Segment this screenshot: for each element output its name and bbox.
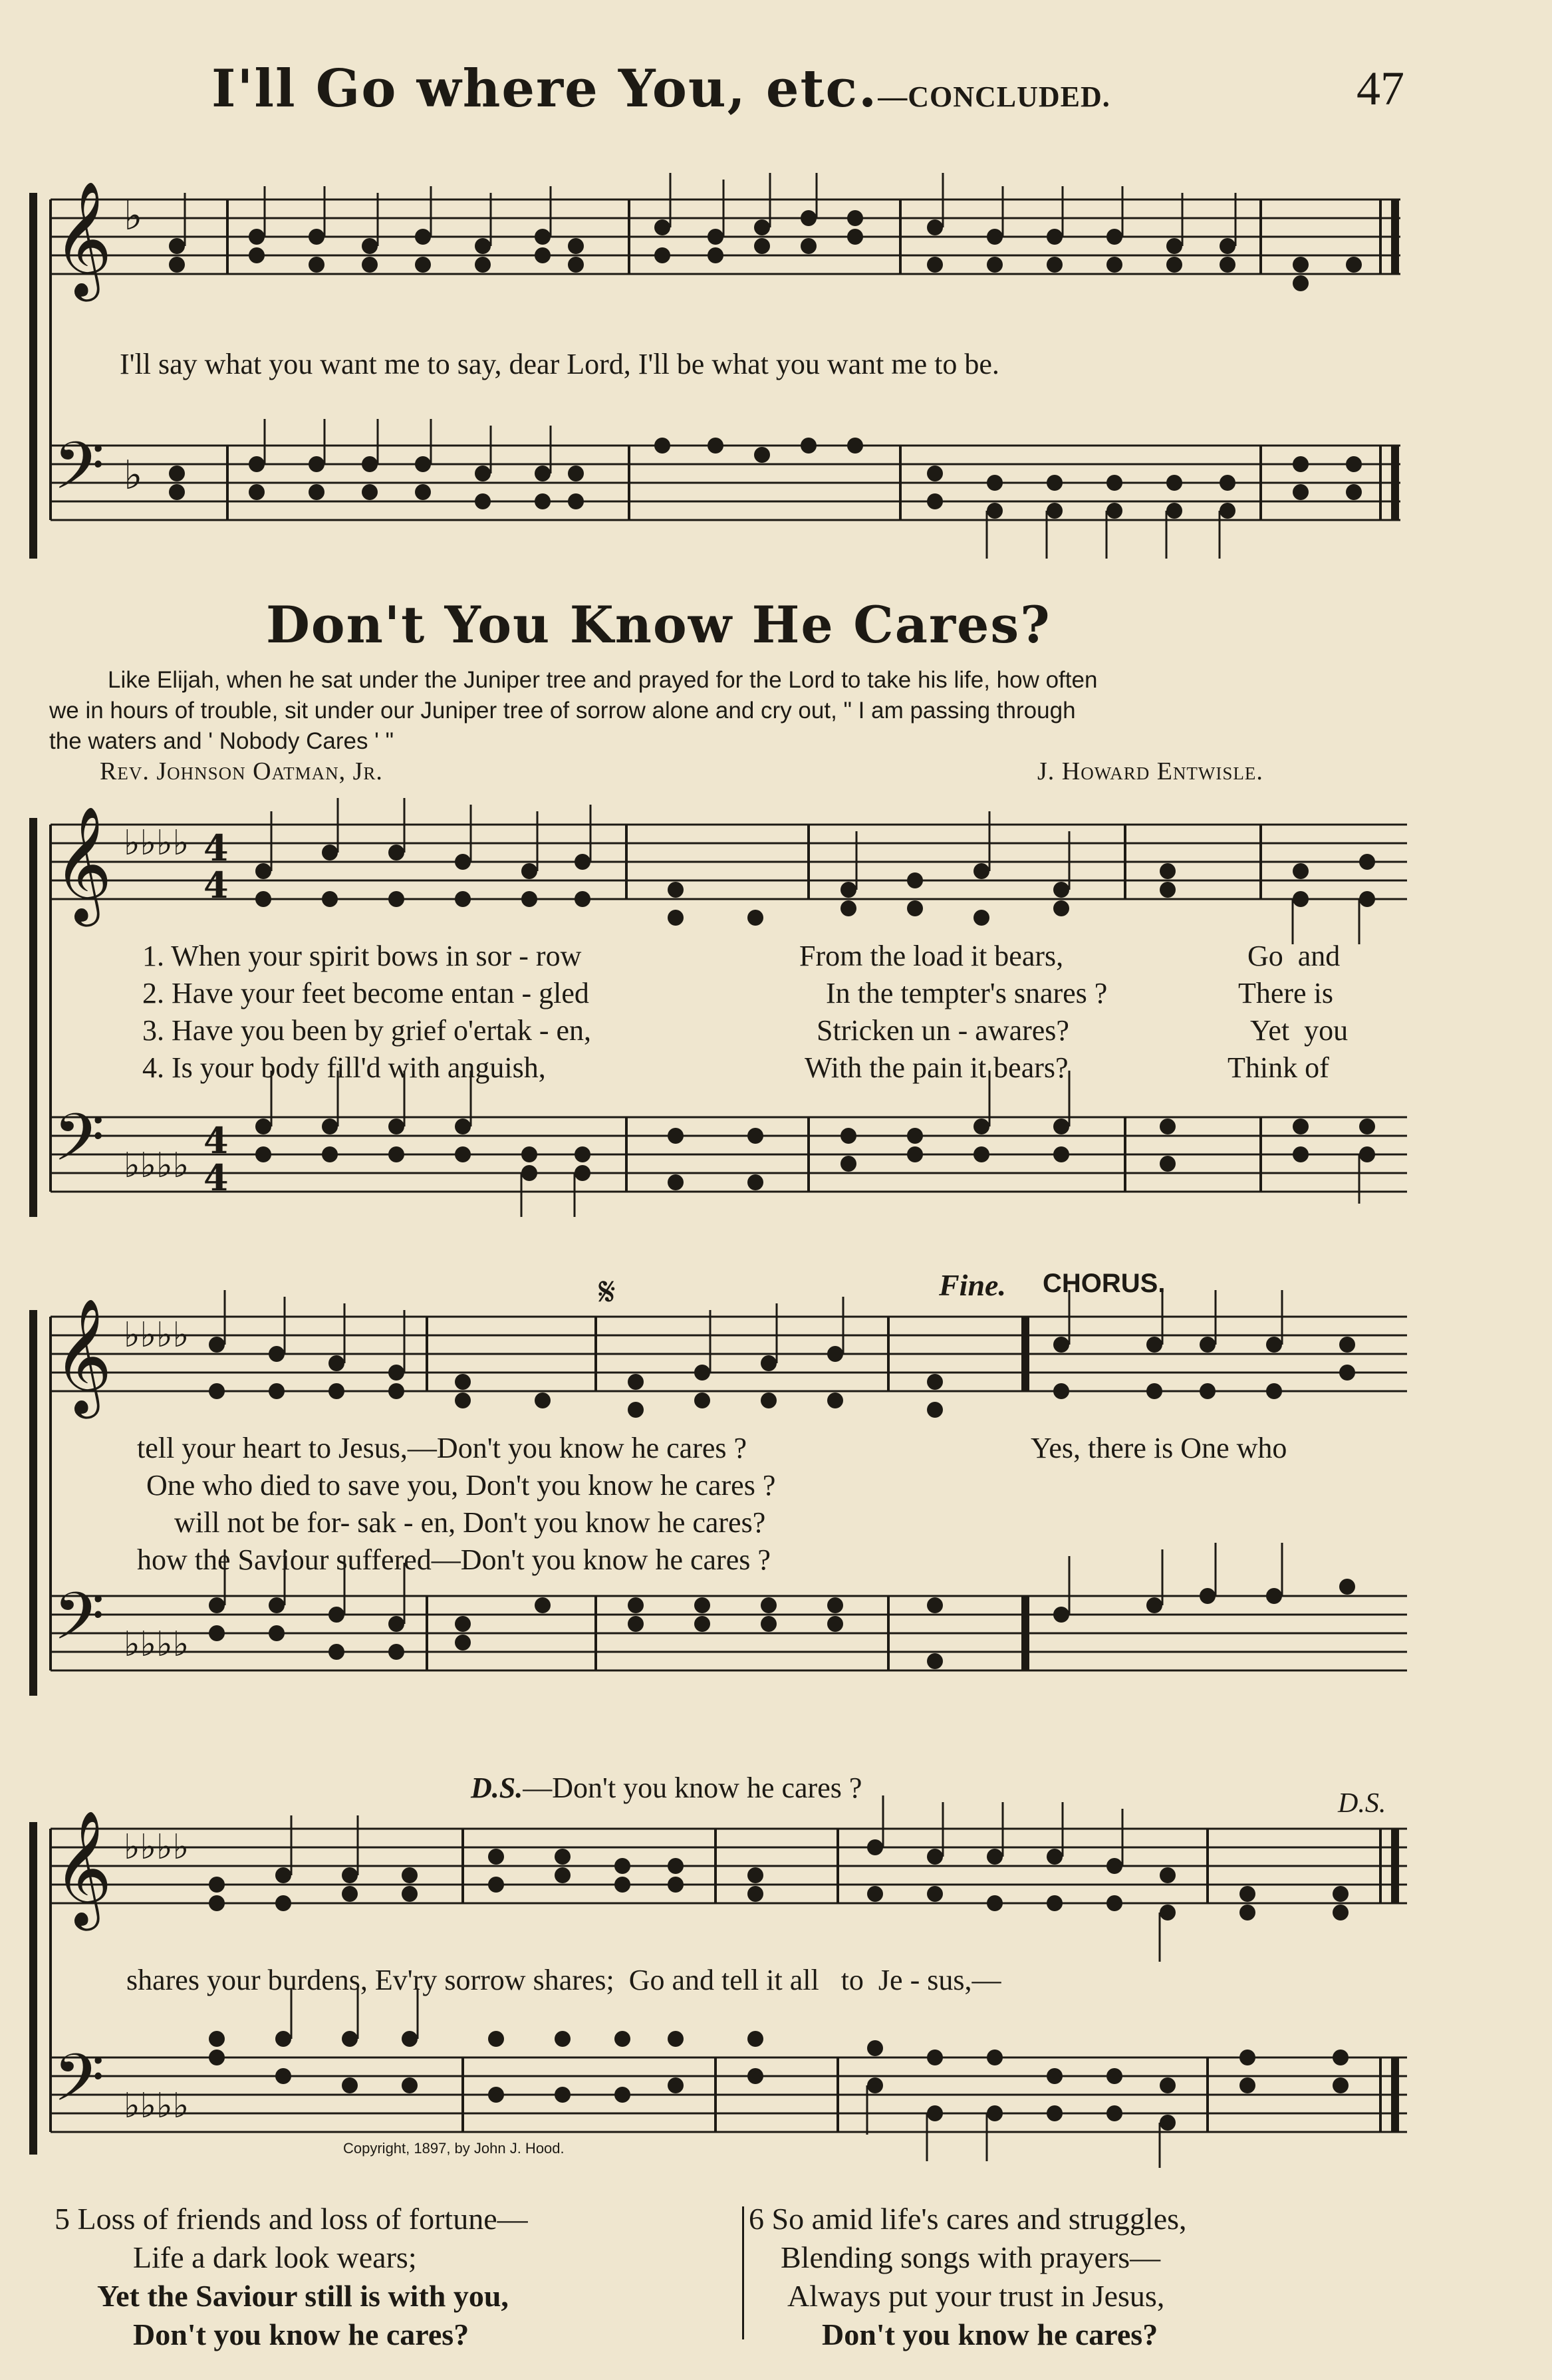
stanza-5-line-4: Don't you know he cares?	[133, 2317, 469, 2351]
song2-title: Don't You Know He Cares?	[266, 595, 1051, 654]
concluded-label: —CONCLUDED.	[878, 80, 1110, 113]
verse-2-line-b: In the tempter's snares ?	[826, 977, 1108, 1009]
svg-text:♭♭♭♭: ♭♭♭♭	[124, 823, 190, 863]
stanza-6-line-1: 6 So amid life's cares and struggles,	[749, 2202, 1187, 2236]
stanza-6	[749, 2200, 1187, 2354]
svg-text:𝄢: 𝄢	[53, 1100, 105, 1192]
verse-2-line-a: 2. Have your feet become entan - gled	[142, 977, 589, 1009]
verse-3-line-a: 3. Have you been by grief o'ertak - en,	[142, 1014, 591, 1047]
svg-text:𝄞: 𝄞	[53, 806, 112, 922]
svg-text:𝄞: 𝄞	[53, 181, 112, 297]
verse-4-line-b: With the pain it bears?	[805, 1051, 1069, 1084]
verse-4-line-d: how the Saviour suffered—Don't you know he cares ?	[137, 1543, 771, 1576]
verse-4-line-a: 4. Is your body fill'd with anguish,	[142, 1051, 546, 1084]
stanza-6-line-4: Don't you know he cares?	[822, 2317, 1158, 2351]
svg-text:4: 4	[203, 1156, 229, 1199]
svg-text:𝄢: 𝄢	[53, 1579, 105, 1671]
svg-text:𝄞: 𝄞	[53, 1298, 112, 1414]
svg-text:𝄢: 𝄢	[53, 428, 105, 521]
song1-lyric-line: I'll say what you want me to say, dear Lord, I'll be what you want me to be.	[120, 348, 999, 380]
stanza-6-line-3: Always put your trust in Jesus,	[787, 2279, 1165, 2313]
stanza-6-line-2: Blending songs with prayers—	[781, 2240, 1161, 2274]
staff-graphic	[24, 791, 1420, 1230]
verse-3-line-d: will not be for- sak - en, Don't you know he cares?	[174, 1506, 766, 1539]
song2-intro	[49, 665, 1439, 757]
svg-text:4: 4	[203, 864, 229, 906]
svg-text:4: 4	[203, 827, 229, 869]
segno-mark: 𝄋	[598, 1269, 616, 1315]
svg-text:♭: ♭	[124, 452, 143, 499]
verse-1-line-a: 1. When your spirit bows in sor - row	[142, 940, 582, 972]
fine-label: Fine.	[939, 1268, 1006, 1302]
chorus-line: shares your burdens, Ev'ry sorrow shares; Go and tell it all to Je - sus,—	[126, 1964, 1001, 1996]
music-system-2	[24, 791, 1420, 1230]
svg-text:𝄞: 𝄞	[53, 1810, 112, 1926]
verse-1-line-d: tell your heart to Jesus,—Don't you know he cares ?	[137, 1432, 747, 1464]
intro-line-3: the waters and ' Nobody Cares ' "	[49, 728, 394, 754]
svg-text:♭♭♭♭: ♭♭♭♭	[124, 1625, 190, 1664]
column-divider	[742, 2206, 744, 2339]
stanza-5-line-3: Yet the Saviour still is with you,	[97, 2279, 509, 2313]
chorus-label: CHORUS.	[1043, 1269, 1166, 1298]
svg-text:♭♭♭♭: ♭♭♭♭	[124, 1146, 190, 1186]
verse-3-line-c: Yet you	[1250, 1014, 1349, 1047]
ds-mark: D.S.	[1338, 1788, 1386, 1819]
intro-line-1: Like Elijah, when he sat under the Juniper tree and prayed for the Lord to take his life, how often	[108, 667, 1098, 693]
verse-1-line-c: Go and	[1247, 940, 1341, 972]
verse-2-line-c: There is	[1238, 977, 1333, 1009]
svg-text:♭♭♭♭: ♭♭♭♭	[124, 1315, 190, 1355]
svg-text:♭♭♭♭: ♭♭♭♭	[124, 1827, 190, 1867]
ds-line: D.S.—Don't you know he cares ?	[471, 1772, 862, 1804]
running-title: I'll Go where You, etc.—CONCLUDED.	[211, 59, 1110, 119]
intro-line-2: we in hours of trouble, sit under our Juniper tree of sorrow alone and cry out, " I am passing through	[49, 698, 1076, 724]
copyright-notice: Copyright, 1897, by John J. Hood.	[343, 2140, 565, 2157]
stanza-5	[55, 2200, 528, 2354]
composer-credit: J. Howard Entwisle.	[1037, 757, 1263, 785]
svg-text:♭: ♭	[124, 193, 143, 239]
svg-text:𝄢: 𝄢	[53, 2040, 105, 2133]
stanza-5-line-1: 5 Loss of friends and loss of fortune—	[55, 2202, 528, 2236]
verse-3-line-b: Stricken un - awares?	[817, 1014, 1069, 1047]
verse-4-line-c: Think of	[1228, 1051, 1329, 1084]
lyricist-credit: Rev. Johnson Oatman, Jr.	[100, 757, 383, 785]
verse-1-line-b: From the load it bears,	[799, 940, 1064, 972]
verse-2-line-d: One who died to save you, Don't you know he cares ?	[146, 1469, 776, 1502]
stanza-5-line-2: Life a dark look wears;	[133, 2240, 417, 2274]
svg-text:♭♭♭♭: ♭♭♭♭	[124, 2086, 190, 2126]
chorus-start: Yes, there is One who	[1031, 1432, 1287, 1464]
page-number: 47	[1357, 62, 1404, 115]
svg-text:4: 4	[203, 1119, 229, 1162]
